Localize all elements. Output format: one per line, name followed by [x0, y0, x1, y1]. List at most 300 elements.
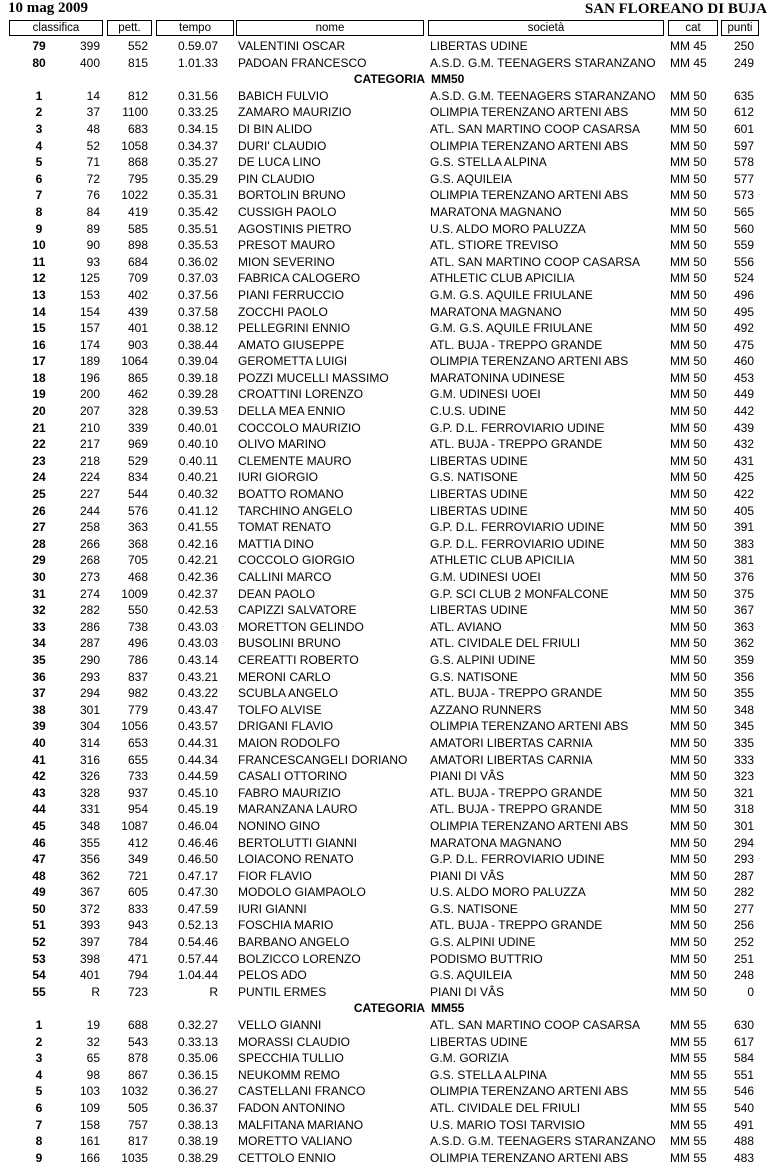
athlete-name-cell: DELLA MEA ENNIO	[238, 404, 346, 419]
athlete-name-cell: CETTOLO ENNIO	[238, 1150, 336, 1165]
results-table	[0, 38, 771, 1166]
club-cell: G.P. D.L. FERROVIARIO UDINE	[430, 520, 605, 535]
table-row	[0, 486, 771, 503]
points-cell: 635	[733, 88, 754, 103]
club-cell: AMATORI LIBERTAS CARNIA	[430, 735, 593, 750]
table-row	[0, 503, 771, 520]
table-row	[0, 884, 771, 901]
overall-position-cell: 166	[79, 1150, 100, 1165]
category-cell: MM 55	[670, 1150, 707, 1165]
overall-position-cell: 362	[79, 868, 100, 883]
points-cell: 249	[733, 55, 754, 70]
athlete-name-cell: FADON ANTONINO	[238, 1101, 346, 1115]
category-cell: MM 50	[670, 287, 707, 302]
category-cell: MM 55	[670, 1067, 707, 1082]
points-cell: 551	[733, 1067, 754, 1082]
athlete-name-cell: CAPIZZI SALVATORE	[238, 603, 357, 618]
table-row	[0, 403, 771, 420]
bib-number-cell: 954	[127, 802, 148, 817]
rank-cell: 42	[32, 769, 46, 784]
category-cell: MM 50	[670, 652, 707, 667]
club-cell: G.M. UDINESI UOEI	[430, 570, 541, 584]
time-cell: 0.35.42	[177, 204, 218, 219]
category-cell: MM 55	[670, 1018, 707, 1033]
time-cell: 0.44.31	[177, 735, 218, 750]
table-row	[0, 1050, 771, 1067]
points-cell: 356	[733, 669, 754, 684]
overall-position-cell: 326	[79, 769, 100, 784]
bib-number-cell: 709	[127, 271, 148, 286]
overall-position-cell: 399	[79, 39, 100, 53]
athlete-name-cell: FABRICA CALOGERO	[238, 271, 361, 286]
category-cell: MM 55	[670, 1051, 707, 1066]
overall-position-cell: 217	[79, 437, 100, 452]
bib-number-cell: 794	[127, 968, 148, 983]
athlete-name-cell: PIN CLAUDIO	[238, 171, 315, 186]
time-cell: 0.36.27	[177, 1084, 218, 1099]
time-cell: 0.43.47	[177, 702, 218, 717]
athlete-name-cell: ZAMARO MAURIZIO	[238, 105, 352, 120]
category-cell: MM 50	[670, 719, 707, 734]
category-cell: MM 50	[670, 470, 707, 485]
club-cell: G.P. D.L. FERROVIARIO UDINE	[430, 852, 605, 867]
athlete-name-cell: CASTELLANI FRANCO	[238, 1084, 366, 1099]
points-cell: 381	[733, 553, 754, 568]
bib-number-cell: 786	[127, 652, 148, 667]
club-cell: G.S. NATISONE	[430, 901, 518, 916]
points-cell: 453	[733, 370, 754, 385]
table-row	[0, 569, 771, 586]
time-cell: 0.47.17	[177, 868, 218, 883]
club-cell: ATL. BUJA - TREPPO GRANDE	[430, 785, 603, 800]
bib-number-cell: 402	[127, 287, 148, 302]
points-cell: 601	[733, 121, 754, 136]
athlete-name-cell: PADOAN FRANCESCO	[238, 55, 367, 70]
time-cell: 0.46.50	[177, 852, 218, 867]
bib-number-cell: 328	[127, 404, 148, 419]
rank-cell: 79	[32, 39, 46, 53]
table-row	[0, 337, 771, 354]
rank-cell: 49	[32, 885, 46, 900]
overall-position-cell: 93	[86, 254, 100, 269]
bib-number-cell: 1032	[121, 1084, 148, 1099]
table-row	[0, 353, 771, 370]
athlete-name-cell: DRIGANI FLAVIO	[238, 719, 334, 734]
category-cell: MM 50	[670, 951, 707, 966]
athlete-name-cell: MARANZANA LAURO	[238, 802, 358, 817]
bib-number-cell: 412	[127, 835, 148, 850]
category-cell: MM 50	[670, 619, 707, 634]
club-cell: PIANI DI VÂS	[430, 868, 505, 883]
athlete-name-cell: BUSOLINI BRUNO	[238, 636, 341, 651]
table-row	[0, 187, 771, 204]
overall-position-cell: 293	[79, 669, 100, 684]
rank-cell: 52	[32, 935, 46, 950]
rank-cell: 21	[32, 420, 46, 435]
rank-cell: 2	[35, 105, 43, 120]
category-cell: MM 50	[670, 702, 707, 717]
athlete-name-cell: PUNTIL ERMES	[238, 984, 327, 999]
category-cell: MM 50	[670, 769, 707, 784]
column-header-tempo: tempo	[156, 20, 234, 36]
table-row	[0, 851, 771, 868]
category-cell: MM 50	[670, 835, 707, 850]
table-row	[0, 1100, 771, 1117]
overall-position-cell: 304	[79, 719, 100, 734]
category-cell: MM 50	[670, 852, 707, 867]
rank-cell: 7	[35, 188, 43, 203]
time-cell: 0.35.27	[177, 155, 218, 170]
table-row	[0, 818, 771, 835]
club-cell: ATL. BUJA - TREPPO GRANDE	[430, 437, 603, 452]
bib-number-cell: 349	[127, 852, 148, 867]
category-cell: MM 50	[670, 321, 707, 336]
points-cell: 431	[733, 453, 754, 468]
time-cell: 0.41.55	[177, 520, 218, 535]
athlete-name-cell: MORETTO VALIANO	[238, 1134, 353, 1149]
category-cell: MM 50	[670, 520, 707, 535]
bib-number-cell: 471	[127, 951, 148, 966]
overall-position-cell: 400	[79, 55, 100, 70]
category-cell: MM 55	[670, 1117, 707, 1132]
points-cell: 425	[733, 470, 754, 485]
club-cell: PODISMO BUTTRIO	[430, 951, 543, 966]
athlete-name-cell: CALLINI MARCO	[238, 570, 332, 584]
points-cell: 391	[733, 520, 754, 535]
club-cell: LIBERTAS UDINE	[430, 487, 528, 502]
overall-position-cell: 48	[86, 121, 100, 136]
time-cell: 0.35.51	[177, 221, 218, 236]
club-cell: ATL. SAN MARTINO COOP CASARSA	[430, 254, 641, 269]
category-code: MM55	[431, 1001, 465, 1016]
points-cell: 496	[733, 287, 754, 302]
club-cell: LIBERTAS UDINE	[430, 503, 528, 518]
table-row	[0, 453, 771, 470]
category-cell: MM 50	[670, 138, 707, 153]
bib-number-cell: 1035	[121, 1150, 148, 1165]
club-cell: OLIMPIA TERENZANO ARTENI ABS	[430, 1084, 629, 1099]
athlete-name-cell: PIANI FERRUCCIO	[238, 287, 345, 302]
category-cell: MM 50	[670, 636, 707, 651]
category-cell: MM 50	[670, 901, 707, 916]
overall-position-cell: 282	[79, 603, 100, 618]
overall-position-cell: 372	[79, 901, 100, 916]
time-cell: 0.39.04	[177, 354, 218, 369]
club-cell: G.S. STELLA ALPINA	[430, 1067, 547, 1082]
bib-number-cell: 903	[127, 337, 148, 352]
bib-number-cell: 605	[127, 885, 148, 900]
athlete-name-cell: BERTOLUTTI GIANNI	[238, 835, 357, 850]
rank-cell: 8	[35, 1134, 43, 1149]
points-cell: 323	[733, 769, 754, 784]
category-label: CATEGORIA	[353, 1001, 425, 1016]
overall-position-cell: R	[91, 984, 100, 999]
time-cell: 0.35.29	[177, 171, 218, 186]
athlete-name-cell: FIOR FLAVIO	[238, 868, 312, 883]
time-cell: 0.59.07	[177, 39, 218, 53]
rank-cell: 23	[32, 453, 46, 468]
club-cell: ATHLETIC CLUB APICILIA	[430, 553, 575, 568]
athlete-name-cell: BABICH FULVIO	[238, 88, 329, 103]
time-cell: 0.52.13	[177, 918, 218, 933]
rank-cell: 12	[32, 271, 46, 286]
overall-position-cell: 37	[86, 105, 100, 120]
club-cell: C.U.S. UDINE	[430, 404, 507, 419]
category-cell: MM 50	[670, 686, 707, 701]
athlete-name-cell: CLEMENTE MAURO	[238, 453, 352, 468]
club-cell: ATHLETIC CLUB APICILIA	[430, 271, 575, 286]
bib-number-cell: 1064	[121, 354, 148, 369]
bib-number-cell: 723	[127, 984, 148, 999]
club-cell: G.M. UDINESI UOEI	[430, 387, 541, 402]
category-cell: MM 50	[670, 669, 707, 684]
bib-number-cell: 688	[127, 1018, 148, 1033]
athlete-name-cell: DURI' CLAUDIO	[238, 138, 327, 153]
rank-cell: 51	[32, 918, 46, 933]
table-row	[0, 204, 771, 221]
time-cell: 0.37.58	[177, 304, 218, 319]
athlete-name-cell: OLIVO MARINO	[238, 437, 327, 452]
athlete-name-cell: MALFITANA MARIANO	[238, 1117, 364, 1132]
time-cell: 0.33.13	[177, 1034, 218, 1049]
club-cell: OLIMPIA TERENZANO ARTENI ABS	[430, 188, 629, 203]
points-cell: 287	[733, 868, 754, 883]
club-cell: G.M. GORIZIA	[430, 1051, 509, 1066]
club-cell: G.P. D.L. FERROVIARIO UDINE	[430, 420, 605, 435]
club-cell: ATL. SAN MARTINO COOP CASARSA	[430, 1018, 641, 1033]
category-cell: MM 50	[670, 354, 707, 369]
bib-number-cell: 898	[127, 238, 148, 253]
rank-cell: 3	[35, 121, 43, 136]
points-cell: 362	[733, 636, 754, 651]
points-cell: 475	[733, 337, 754, 352]
bib-number-cell: 812	[127, 88, 148, 103]
overall-position-cell: 274	[79, 586, 100, 601]
table-row	[0, 370, 771, 387]
time-cell: 0.38.12	[177, 321, 218, 336]
bib-number-cell: 544	[127, 487, 148, 502]
rank-cell: 14	[32, 304, 46, 319]
points-cell: 573	[733, 188, 754, 203]
category-cell: MM 50	[670, 984, 707, 999]
overall-position-cell: 98	[86, 1067, 100, 1082]
column-header-nome: nome	[236, 20, 424, 36]
race-location: SAN FLOREANO DI BUJA	[584, 1, 767, 17]
time-cell: 1.01.33	[177, 55, 218, 70]
table-row	[0, 1034, 771, 1051]
category-cell: MM 50	[670, 935, 707, 950]
athlete-name-cell: ZOCCHI PAOLO	[238, 304, 328, 319]
bib-number-cell: 585	[127, 221, 148, 236]
bib-number-cell: 684	[127, 254, 148, 269]
time-cell: 1.04.44	[177, 968, 218, 983]
points-cell: 256	[733, 918, 754, 933]
category-heading	[0, 1000, 771, 1017]
overall-position-cell: 218	[79, 453, 100, 468]
category-cell: MM 50	[670, 885, 707, 900]
points-cell: 578	[733, 155, 754, 170]
athlete-name-cell: PELOS ADO	[238, 968, 307, 983]
bib-number-cell: 1022	[121, 188, 148, 203]
bib-number-cell: 505	[127, 1101, 148, 1115]
overall-position-cell: 14	[86, 88, 100, 103]
category-cell: MM 50	[670, 105, 707, 120]
athlete-name-cell: MORETTON GELINDO	[238, 619, 364, 634]
club-cell: OLIMPIA TERENZANO ARTENI ABS	[430, 105, 629, 120]
club-cell: LIBERTAS UDINE	[430, 603, 528, 618]
points-cell: 449	[733, 387, 754, 402]
time-cell: 0.40.10	[177, 437, 218, 452]
time-cell: 0.43.21	[177, 669, 218, 684]
time-cell: 0.38.29	[177, 1150, 218, 1165]
time-cell: 0.35.06	[177, 1051, 218, 1066]
category-cell: MM 50	[670, 254, 707, 269]
time-cell: 0.38.19	[177, 1134, 218, 1149]
category-cell: MM 50	[670, 818, 707, 833]
rank-cell: 41	[32, 752, 46, 767]
rank-cell: 4	[35, 1067, 43, 1082]
bib-number-cell: 462	[127, 387, 148, 402]
time-cell: 0.42.16	[177, 536, 218, 551]
overall-position-cell: 393	[79, 918, 100, 933]
athlete-name-cell: CUSSIGH PAOLO	[238, 204, 337, 219]
points-cell: 0	[747, 984, 754, 999]
overall-position-cell: 52	[86, 138, 100, 153]
points-cell: 293	[733, 852, 754, 867]
overall-position-cell: 294	[79, 686, 100, 701]
category-cell: MM 50	[670, 570, 707, 584]
points-cell: 540	[733, 1101, 754, 1115]
club-cell: LIBERTAS UDINE	[430, 39, 528, 53]
rank-cell: 19	[32, 387, 46, 402]
bib-number-cell: 815	[127, 55, 148, 70]
bib-number-cell: 833	[127, 901, 148, 916]
rank-cell: 36	[32, 669, 46, 684]
overall-position-cell: 268	[79, 553, 100, 568]
athlete-name-cell: FRANCESCANGELI DORIANO	[238, 752, 408, 767]
club-cell: A.S.D. G.M. TEENAGERS STARANZANO	[430, 88, 656, 103]
bib-number-cell: 683	[127, 121, 148, 136]
time-cell: 0.42.36	[177, 570, 218, 584]
points-cell: 565	[733, 204, 754, 219]
athlete-name-cell: CEREATTI ROBERTO	[238, 652, 359, 667]
rank-cell: 39	[32, 719, 46, 734]
overall-position-cell: 76	[86, 188, 100, 203]
athlete-name-cell: COCCOLO GIORGIO	[238, 553, 355, 568]
points-cell: 248	[733, 968, 754, 983]
overall-position-cell: 158	[79, 1117, 100, 1132]
table-row	[0, 138, 771, 155]
overall-position-cell: 84	[86, 204, 100, 219]
table-row	[0, 917, 771, 934]
category-cell: MM 50	[670, 221, 707, 236]
table-row	[0, 1150, 771, 1167]
club-cell: OLIMPIA TERENZANO ARTENI ABS	[430, 354, 629, 369]
points-cell: 367	[733, 603, 754, 618]
table-row	[0, 436, 771, 453]
rank-cell: 22	[32, 437, 46, 452]
table-row	[0, 652, 771, 669]
overall-position-cell: 227	[79, 487, 100, 502]
category-cell: MM 50	[670, 171, 707, 186]
bib-number-cell: 834	[127, 470, 148, 485]
club-cell: G.S. NATISONE	[430, 470, 518, 485]
athlete-name-cell: BARBANO ANGELO	[238, 935, 350, 950]
rank-cell: 15	[32, 321, 46, 336]
overall-position-cell: 367	[79, 885, 100, 900]
rank-cell: 45	[32, 818, 46, 833]
club-cell: LIBERTAS UDINE	[430, 453, 528, 468]
overall-position-cell: 331	[79, 802, 100, 817]
athlete-name-cell: COCCOLO MAURIZIO	[238, 420, 361, 435]
category-cell: MM 50	[670, 188, 707, 203]
category-cell: MM 50	[670, 437, 707, 452]
club-cell: ATL. CIVIDALE DEL FRIULI	[430, 636, 581, 651]
table-row	[0, 552, 771, 569]
points-cell: 359	[733, 652, 754, 667]
rank-cell: 2	[35, 1034, 43, 1049]
bib-number-cell: 837	[127, 669, 148, 684]
athlete-name-cell: IURI GIORGIO	[238, 470, 319, 485]
overall-position-cell: 125	[79, 271, 100, 286]
rank-cell: 50	[32, 901, 46, 916]
overall-position-cell: 32	[86, 1034, 100, 1049]
club-cell: ATL. BUJA - TREPPO GRANDE	[430, 337, 603, 352]
club-cell: ATL. BUJA - TREPPO GRANDE	[430, 686, 603, 701]
time-cell: 0.37.56	[177, 287, 218, 302]
time-cell: 0.43.03	[177, 636, 218, 651]
club-cell: G.S. STELLA ALPINA	[430, 155, 547, 170]
time-cell: 0.43.14	[177, 652, 218, 667]
points-cell: 251	[733, 951, 754, 966]
rank-cell: 8	[35, 204, 43, 219]
category-cell: MM 50	[670, 918, 707, 933]
category-cell: MM 50	[670, 586, 707, 601]
athlete-name-cell: MORASSI CLAUDIO	[238, 1034, 351, 1049]
rank-cell: 6	[35, 171, 43, 186]
category-cell: MM 50	[670, 503, 707, 518]
bib-number-cell: 878	[127, 1051, 148, 1066]
overall-position-cell: 397	[79, 935, 100, 950]
points-cell: 584	[733, 1051, 754, 1066]
category-cell: MM 50	[670, 752, 707, 767]
points-cell: 577	[733, 171, 754, 186]
rank-cell: 20	[32, 404, 46, 419]
category-cell: MM 55	[670, 1134, 707, 1149]
points-cell: 617	[733, 1034, 754, 1049]
table-row	[0, 602, 771, 619]
bib-number-cell: 868	[127, 155, 148, 170]
category-cell: MM 55	[670, 1101, 707, 1115]
rank-cell: 5	[35, 155, 43, 170]
bib-number-cell: 1100	[122, 105, 148, 120]
table-row	[0, 951, 771, 968]
athlete-name-cell: LOIACONO RENATO	[238, 852, 354, 867]
bib-number-cell: 576	[127, 503, 148, 518]
club-cell: U.S. ALDO MORO PALUZZA	[430, 221, 586, 236]
overall-position-cell: 200	[79, 387, 100, 402]
points-cell: 375	[733, 586, 754, 601]
points-cell: 597	[733, 138, 754, 153]
overall-position-cell: 196	[79, 370, 100, 385]
points-cell: 301	[733, 818, 754, 833]
points-cell: 491	[733, 1117, 754, 1132]
rank-cell: 54	[32, 968, 46, 983]
category-cell: MM 45	[670, 39, 707, 53]
time-cell: 0.47.30	[177, 885, 218, 900]
category-cell: MM 50	[670, 968, 707, 983]
athlete-name-cell: MAION RODOLFO	[238, 735, 341, 750]
